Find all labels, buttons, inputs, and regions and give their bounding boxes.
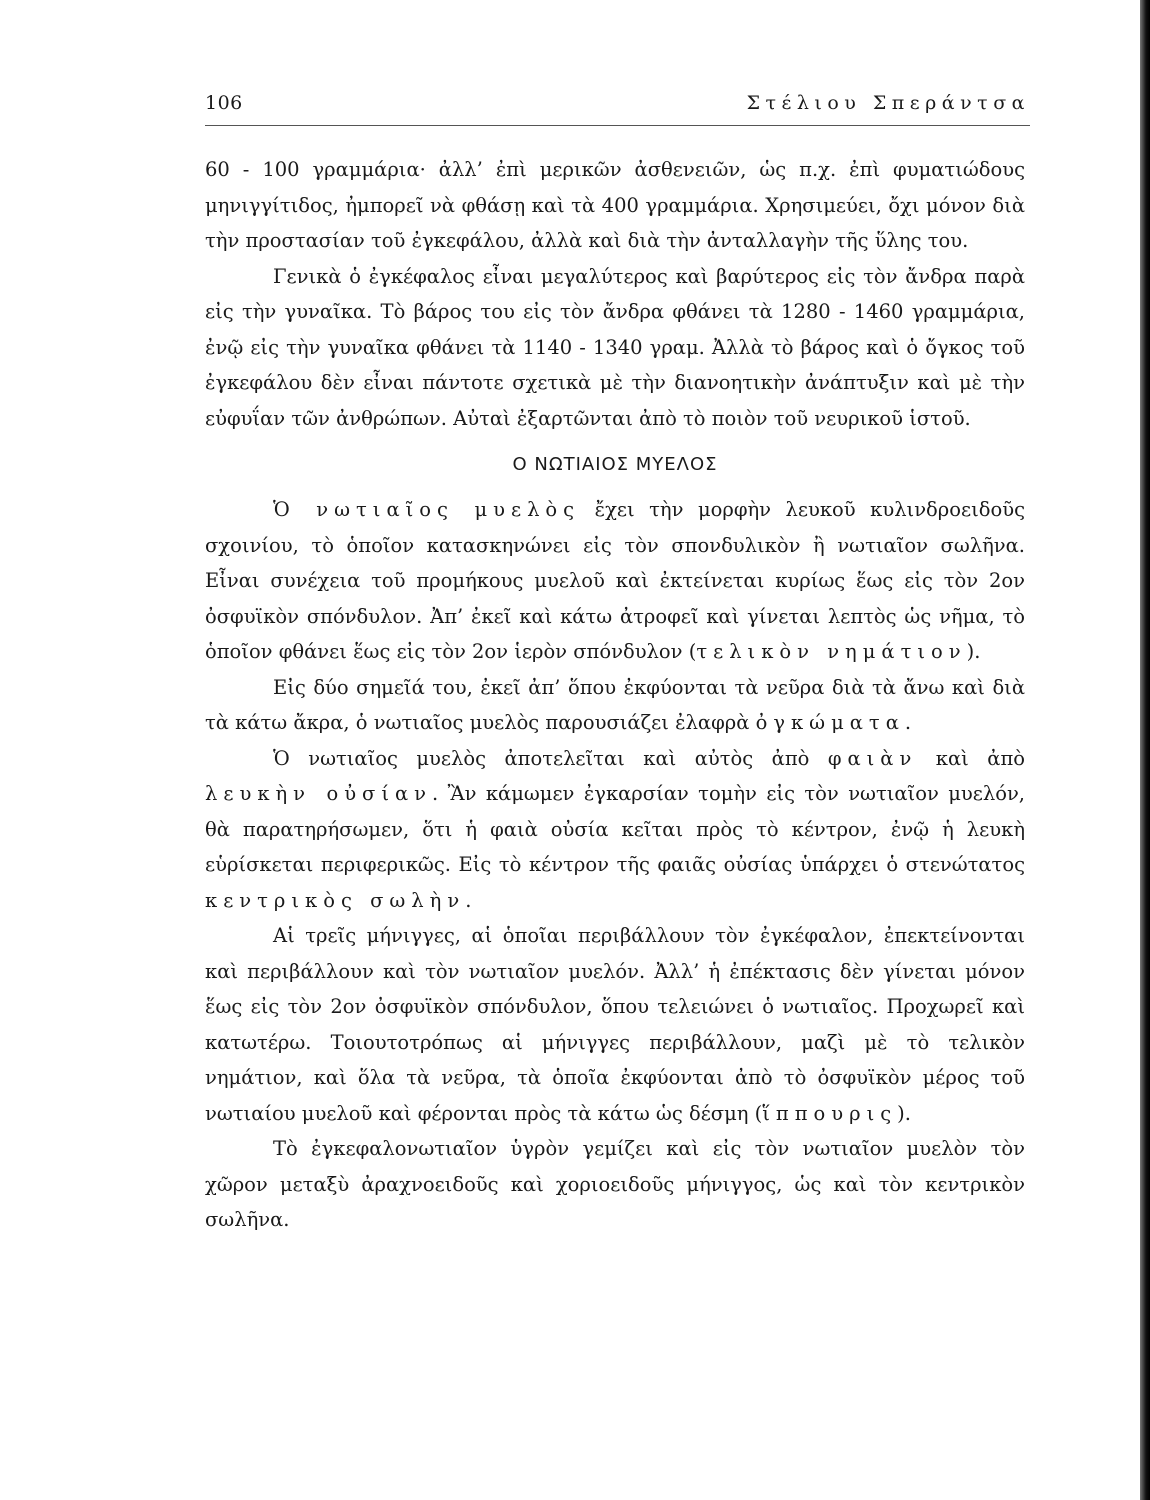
paragraph-text: καὶ ἀπὸ: [917, 746, 1025, 770]
paragraph-text: ἔχει τὴν μορφὴν λευκοῦ κυλινδροειδοῦς σχοινίου, τὸ ὁποῖον κατασκηνώνει εἰς τὸν σπονδυλικὸν ἢ νωτιαῖον σωλῆνα. Εἶναι συνέχεια τοῦ προμήκους μυελοῦ καὶ ἐκτείνεται κυρίως ἕως εἰς τὸν 2ον ὀσφυϊκὸν σπόνδυλον. Ἀπ’ ἐκεῖ καὶ κάτω ἀτροφεῖ καὶ γίνεται λεπτὸς ὡς νῆμα, τὸ ὁποῖον φθάνει ἕως εἰς τὸν 2ον ἱερὸν σπόνδυλον (: [205, 498, 1026, 663]
spaced-term: ἵππουρις: [762, 1101, 898, 1125]
paragraph-4: [205, 670, 1025, 741]
paragraph-text: ).: [966, 640, 981, 663]
spaced-term: κεντρικὸς σωλὴν: [205, 888, 466, 912]
body-text: [205, 152, 1025, 1238]
paragraph-3: [205, 492, 1025, 670]
paragraph-1: 60 - 100 γραμμάρια· ἀλλ’ ἐπὶ μερικῶν ἀσθενειῶν, ὡς π.χ. ἐπὶ φυματιώδους μηνιγγίτιδος, ἠμπορεῖ νὰ φθάσῃ καὶ τὰ 400 γραμμάρια. Χρησιμεύει, ὄχι μόνον διὰ τὴν προστασίαν τοῦ ἐγκεφάλου, ἀλλὰ καὶ διὰ τὴν ἀνταλλαγὴν τῆς ὕλης του.: [205, 158, 1025, 252]
paragraph-text: .: [465, 888, 472, 912]
running-title: Στέλιου Σπεράντσα: [746, 92, 1030, 114]
spaced-term: τελικὸν νημάτιον: [696, 640, 967, 663]
paragraph-text: ).: [897, 1101, 911, 1125]
paragraph-text: Εἰς δύο σημεῖά του, ἐκεῖ ἀπ’ ὅπου ἐκφύονται τὰ νεῦρα διὰ τὰ ἄνω καὶ διὰ τὰ κάτω ἄκρα, ὁ νωτιαῖος μυελὸς παρουσιάζει ἐλαφρὰ: [205, 675, 1025, 734]
paragraph-7: Τὸ ἐγκεφαλονωτιαῖον ὑγρὸν γεμίζει καὶ εἰς τὸν νωτιαῖον μυελὸν τὸν χῶρον μεταξὺ ἀραχνοειδοῦς καὶ χοριοειδοῦς μήνιγγος, ὡς καὶ τὸν κεντρικὸν σωλῆνα.: [205, 1137, 1025, 1231]
paragraph-text: Αἱ τρεῖς μήνιγγες, αἱ ὁποῖαι περιβάλλουν τὸν ἐγκέφαλον, ἐπεκτείνονται καὶ περιβάλλουν καὶ τὸν νωτιαῖον μυελόν. Ἀλλ’ ἡ ἐπέκτασις δὲν γίνεται μόνον ἕως εἰς τὸν 2ον ὀσφυϊκὸν σπόνδυλον, ὅπου τελειώνει ὁ νωτιαῖος. Προχωρεῖ καὶ κατωτέρω. Τοιουτοτρόπως αἱ μήνιγγες περιβάλλουν, μαζὶ μὲ τὸ τελικὸν νημάτιον, καὶ ὅλα τὰ νεῦρα, τὰ ὁποῖα ἐκφύονται ἀπὸ τὸ ὀσφυϊκὸν μέρος τοῦ νωτιαίου μυελοῦ καὶ φέρονται πρὸς τὰ κάτω ὡς δέσμη (: [205, 924, 1025, 1125]
paragraph-text: .: [904, 711, 912, 734]
spaced-term: φαιὰν: [827, 746, 918, 770]
paragraph-6: [205, 918, 1025, 1131]
spaced-term: ὀγκώματα: [755, 711, 905, 734]
scan-edge-shadow: [1140, 0, 1150, 1500]
paragraph-5: [205, 741, 1025, 919]
section-heading: Ο ΝΩΤΙΑΙΟΣ ΜΥΕΛΟΣ: [512, 454, 718, 475]
header-rule: [205, 125, 1030, 126]
paragraph-2: Γενικὰ ὁ ἐγκέφαλος εἶναι μεγαλύτερος καὶ βαρύτερος εἰς τὸν ἄνδρα παρὰ εἰς τὴν γυναῖκα. Τὸ βάρος του εἰς τὸν ἄνδρα φθάνει τὰ 1280 - 1460 γραμμάρια, ἐνῷ εἰς τὴν γυναῖκα φθάνει τὰ 1140 - 1340 γραμ. Ἀλλὰ τὸ βάρος καὶ ὁ ὄγκος τοῦ ἐγκεφάλου δὲν εἶναι πάντοτε σχετικὰ μὲ τὴν διανοητικὴν ἀνάπτυξιν καὶ μὲ τὴν εὐφυΐαν τῶν ἀνθρώπων. Αὐταὶ ἐξαρτῶνται ἀπὸ τὸ ποιὸν τοῦ νευρικοῦ ἱστοῦ.: [205, 264, 1025, 430]
spaced-term: λευκὴν οὐσίαν: [205, 782, 433, 805]
paragraph-text: Ὁ νωτιαῖος μυελὸς ἀποτελεῖται καὶ αὐτὸς ἀπὸ: [273, 746, 828, 770]
page-number: 106: [205, 92, 243, 114]
paragraph-text: . Ἂν κάμωμεν ἐγκαρσίαν τομὴν εἰς τὸν νωτιαῖον μυελόν, θὰ παρατηρήσωμεν, ὅτι ἡ φαιὰ οὐσία κεῖται πρὸς τὸ κέντρον, ἐνῷ ἡ λευκὴ εὑρίσκεται περιφερικῶς. Εἰς τὸ κέντρον τῆς φαιᾶς οὐσίας ὑπάρχει ὁ στενώτατος: [205, 782, 1025, 876]
page-header: [205, 92, 1030, 118]
spaced-term: Ὁ νωτιαῖος μυελὸς: [273, 498, 581, 521]
